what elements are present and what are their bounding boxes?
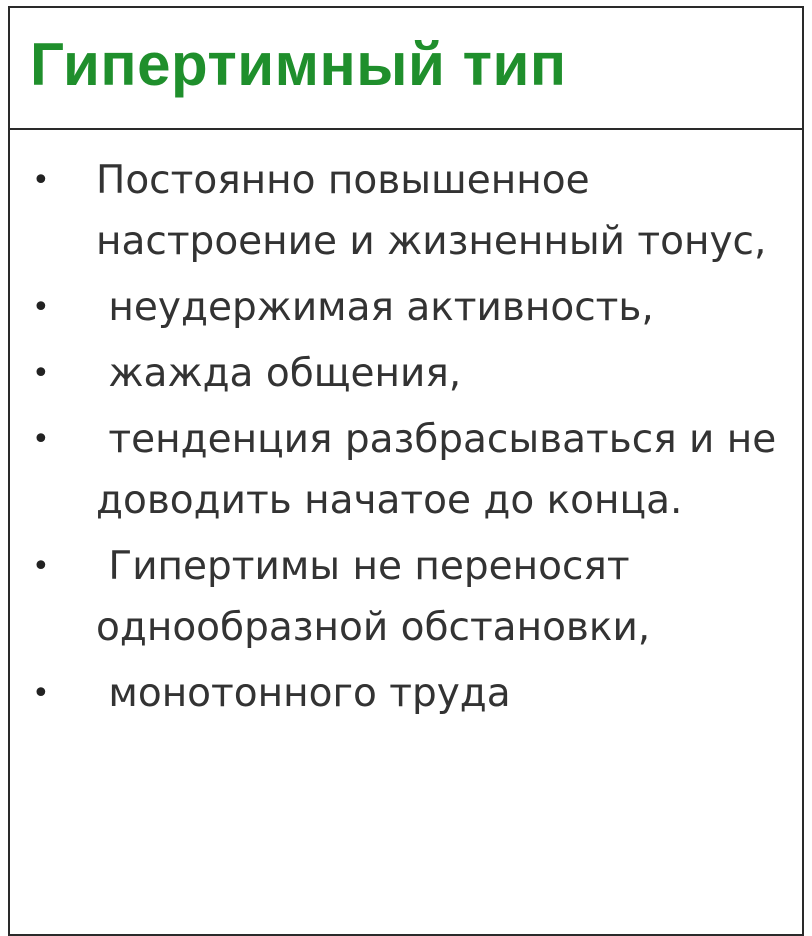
list-item-text: неудержимая активность, (96, 285, 654, 330)
bullet-icon: • (32, 676, 50, 711)
list-item-text: монотонного труда (96, 671, 511, 716)
page-title: Гипертимный тип (30, 30, 567, 98)
bullet-icon: • (32, 163, 50, 198)
list-item (10, 536, 802, 658)
list-item-text: Гипертимы не переносят однообразной обстановки, (96, 544, 651, 650)
title-cell (10, 8, 802, 130)
list-item (10, 277, 802, 338)
list-item-text: жажда общения, (96, 351, 462, 396)
list-item (10, 663, 802, 724)
bullet-icon: • (32, 356, 50, 391)
list-item (10, 409, 802, 531)
bullet-icon: • (32, 549, 50, 584)
bullet-icon: • (32, 290, 50, 325)
list-item (10, 150, 802, 272)
bullet-list (10, 150, 802, 729)
bullet-icon: • (32, 422, 50, 457)
list-item-text: тенденция разбрасываться и не доводить начатое до конца. (96, 417, 789, 523)
list-item-text: Постоянно повышенное настроение и жизненный тонус, (96, 158, 767, 264)
list-item (10, 343, 802, 404)
content-frame (8, 6, 804, 936)
